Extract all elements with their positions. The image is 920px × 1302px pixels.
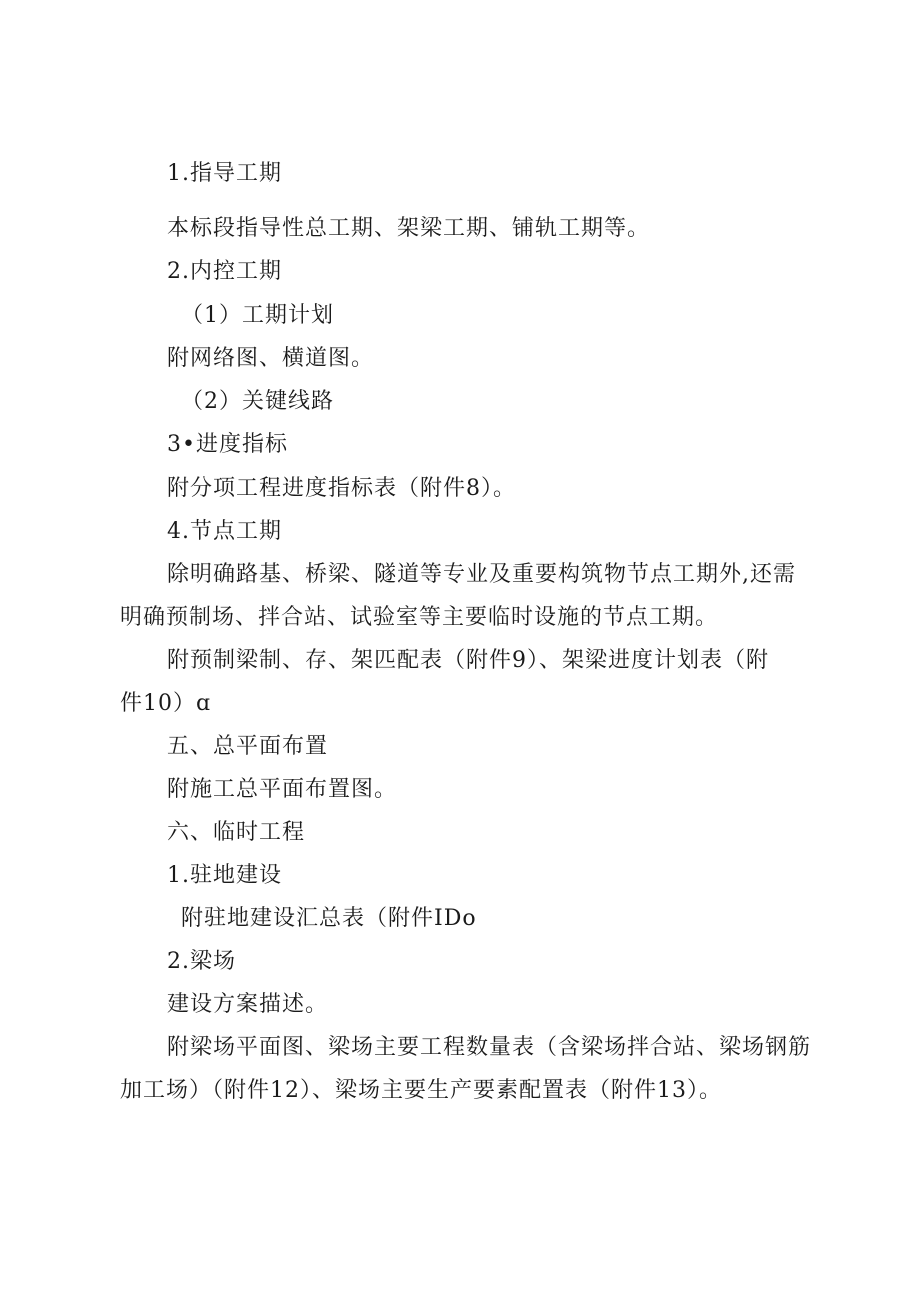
heading-guidance-period: 1.指导工期: [167, 161, 282, 186]
heading-station-construction: 1.驻地建设: [167, 863, 282, 888]
subheading-critical-path: （2）关键线路: [181, 389, 334, 414]
heading-internal-period: 2.内控工期: [167, 259, 282, 284]
paragraph-beam-yard-line1: 附梁场平面图、梁场主要工程数量表（含梁场拌合站、梁场钢筋: [167, 1035, 812, 1060]
paragraph-progress-index: 附分项工程进度指标表（附件8）。: [167, 476, 516, 501]
paragraph-beam-yard-line2: 加工场）（附件12）、梁场主要生产要素配置表（附件13）。: [120, 1078, 722, 1103]
paragraph-beam-matching-line2: 件10）ɑ: [120, 691, 212, 716]
heading-progress-index: 3•进度指标: [167, 432, 288, 457]
paragraph-guidance-period: 本标段指导性总工期、架梁工期、铺轨工期等。: [167, 216, 651, 241]
heading-node-period: 4.节点工期: [167, 519, 282, 544]
subheading-schedule-plan: （1）工期计划: [181, 303, 334, 328]
paragraph-node-period-line2: 明确预制场、拌合站、试验室等主要临时设施的节点工期。: [120, 605, 719, 630]
heading-beam-yard: 2.梁场: [167, 949, 236, 974]
heading-site-layout: 五、总平面布置: [167, 734, 329, 759]
paragraph-node-period-line1: 除明确路基、桥梁、隧道等专业及重要构筑物节点工期外,还需: [167, 562, 796, 587]
paragraph-construction-plan: 建设方案描述。: [167, 992, 329, 1017]
heading-temporary-works: 六、临时工程: [167, 820, 306, 845]
paragraph-beam-matching-line1: 附预制梁制、存、架匹配表（附件9）、架梁进度计划表（附: [167, 648, 769, 673]
paragraph-site-layout: 附施工总平面布置图。: [167, 777, 398, 802]
paragraph-station-summary: 附驻地建设汇总表（附件IDo: [181, 906, 477, 931]
paragraph-network-diagram: 附网络图、横道图。: [167, 346, 375, 371]
